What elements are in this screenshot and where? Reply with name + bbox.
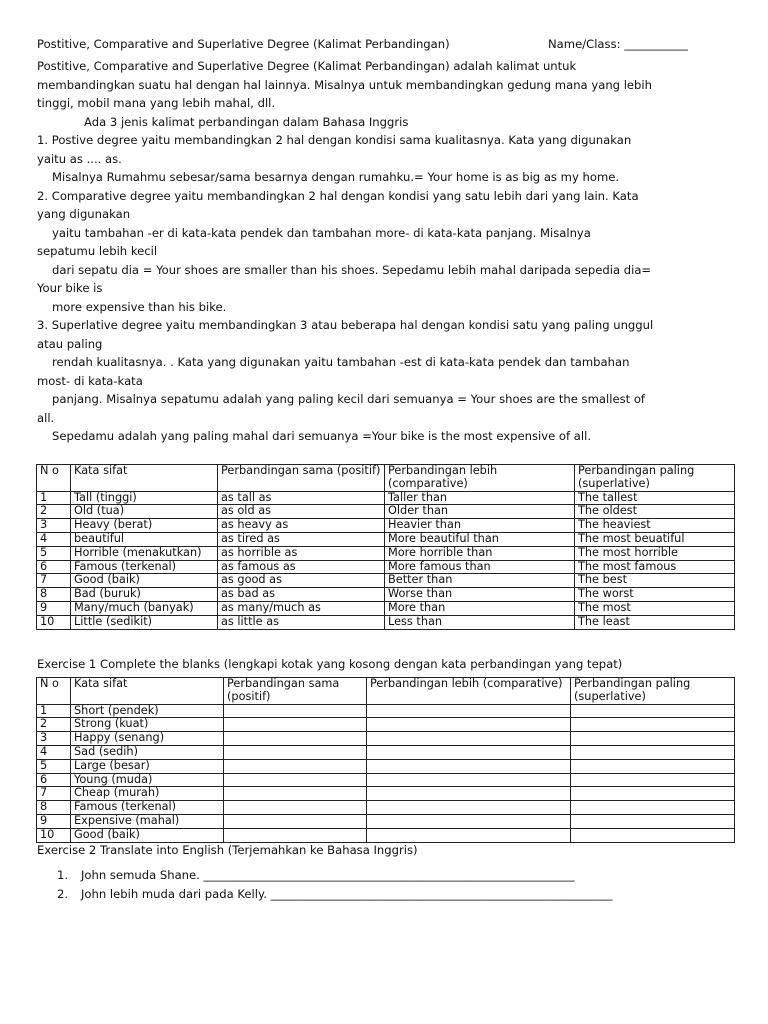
table-cell: as tired as — [218, 532, 385, 546]
table-cell: Heavy (berat) — [71, 519, 218, 533]
blank-answer-cell[interactable] — [367, 814, 571, 828]
table-cell: Many/much (banyak) — [71, 601, 218, 615]
header-cell: Perbandingan paling (superlative) — [571, 678, 735, 705]
table-row — [37, 491, 735, 505]
intro-line: dari sepatu dia = Your shoes are smaller than his shoes. Sepedamu lebih mahal daripada sepedia dia= — [52, 262, 652, 277]
table-cell: Better than — [385, 574, 575, 588]
blank-answer-cell[interactable] — [571, 732, 735, 746]
exercise2-item — [57, 866, 707, 885]
table-cell: The oldest — [575, 505, 735, 519]
table-row — [37, 615, 735, 629]
blank-answer-cell[interactable] — [571, 828, 735, 842]
row-number: 5 — [37, 759, 71, 773]
table-cell: Cheap (murah) — [71, 787, 224, 801]
table-cell: The least — [575, 615, 735, 629]
exercise2-list — [57, 866, 707, 904]
row-number: 3 — [37, 519, 71, 533]
blank-answer-cell[interactable] — [571, 814, 735, 828]
table-row — [37, 718, 735, 732]
table-row — [37, 773, 735, 787]
table-cell: Heavier than — [385, 519, 575, 533]
document-title: Postitive, Comparative and Superlative Degree (Kalimat Perbandingan) — [37, 37, 450, 51]
row-number: 1 — [37, 491, 71, 505]
blank-answer-cell[interactable] — [367, 828, 571, 842]
item-number: 2. — [57, 887, 69, 901]
table-row — [37, 588, 735, 602]
table-row — [37, 505, 735, 519]
row-number: 10 — [37, 828, 71, 842]
intro-line: 1. Postive degree yaitu membandingkan 2 hal dengan kondisi sama kualitasnya. Kata yang digunakan — [37, 133, 632, 147]
name-class-field: Name/Class: ___________ — [548, 37, 688, 51]
blank-answer-cell[interactable] — [367, 759, 571, 773]
table-cell: The best — [575, 574, 735, 588]
table-header-row — [37, 678, 735, 705]
blank-answer-cell[interactable] — [224, 718, 367, 732]
table-row — [37, 560, 735, 574]
row-number: 5 — [37, 546, 71, 560]
table-cell: More horrible than — [385, 546, 575, 560]
row-number: 9 — [37, 601, 71, 615]
blank-answer-cell[interactable] — [571, 801, 735, 815]
row-number: 8 — [37, 801, 71, 815]
exercise2-item — [57, 885, 707, 904]
table-cell: The most famous — [575, 560, 735, 574]
table-row — [37, 546, 735, 560]
intro-line: Postitive, Comparative and Superlative Degree (Kalimat Perbandingan) adalah kalimat untuk — [37, 59, 577, 73]
table-cell: Good (baik) — [71, 574, 218, 588]
blank-answer-cell[interactable] — [224, 759, 367, 773]
table-cell: Taller than — [385, 491, 575, 505]
row-number: 2 — [37, 505, 71, 519]
table-row — [37, 574, 735, 588]
degree-table — [36, 464, 735, 630]
table-cell: as little as — [218, 615, 385, 629]
blank-answer-cell[interactable] — [224, 828, 367, 842]
table-cell: as horrible as — [218, 546, 385, 560]
table-cell: beautiful — [71, 532, 218, 546]
table-cell: More beautiful than — [385, 532, 575, 546]
table-cell: More famous than — [385, 560, 575, 574]
table-cell: Sad (sedih) — [71, 745, 224, 759]
table-row — [37, 787, 735, 801]
table-cell: Large (besar) — [71, 759, 224, 773]
table-cell: The worst — [575, 588, 735, 602]
row-number: 8 — [37, 588, 71, 602]
header-cell: Kata sifat — [71, 678, 224, 705]
intro-line: membandingkan suatu hal dengan hal lainnya. Misalnya untuk membandingkan gedung mana yang lebih — [37, 77, 652, 92]
row-number: 2 — [37, 718, 71, 732]
row-number: 4 — [37, 532, 71, 546]
table-cell: Short (pendek) — [71, 704, 224, 718]
intro-text — [37, 57, 744, 446]
row-number: 7 — [37, 574, 71, 588]
table-cell: as heavy as — [218, 519, 385, 533]
table-cell: Worse than — [385, 588, 575, 602]
table-cell: Old (tua) — [71, 505, 218, 519]
blank-answer-cell[interactable] — [224, 732, 367, 746]
intro-line: yang digunakan — [37, 207, 131, 221]
blank-answer-cell[interactable] — [571, 745, 735, 759]
blank-answer-cell[interactable] — [367, 773, 571, 787]
row-number: 6 — [37, 773, 71, 787]
table-cell: Strong (kuat) — [71, 718, 224, 732]
intro-line: Your bike is — [37, 281, 103, 295]
table-cell: Bad (buruk) — [71, 588, 218, 602]
table-cell: The tallest — [575, 491, 735, 505]
row-number: 6 — [37, 560, 71, 574]
table-row — [37, 519, 735, 533]
intro-line: atau paling — [37, 336, 103, 351]
table-cell: Older than — [385, 505, 575, 519]
table-cell: as famous as — [218, 560, 385, 574]
blank-answer-cell[interactable] — [571, 704, 735, 718]
table-row — [37, 814, 735, 828]
intro-line: panjang. Misalnya sepatumu adalah yang paling kecil dari semuanya = Your shoes are the smallest of — [52, 392, 646, 406]
table-cell: Famous (terkenal) — [71, 560, 218, 574]
table-cell: as many/much as — [218, 601, 385, 615]
row-number: 1 — [37, 704, 71, 718]
intro-line: Ada 3 jenis kalimat perbandingan dalam Bahasa Inggris — [84, 114, 409, 129]
exercise1-table — [36, 677, 735, 843]
blank-answer-cell[interactable] — [571, 787, 735, 801]
header-cell: Perbandingan lebih (comparative) — [385, 465, 575, 492]
exercise1-title: Exercise 1 Complete the blanks (lengkapi kotak yang kosong dengan kata perbandingan yang tepat) — [37, 657, 623, 671]
blank-answer-cell[interactable] — [367, 745, 571, 759]
blank-answer-cell[interactable] — [367, 801, 571, 815]
intro-line: all. — [37, 410, 55, 425]
intro-line: rendah kualitasnya. . Kata yang digunakan yaitu tambahan -est di kata-kata pendek dan tambahan — [52, 355, 630, 369]
table-cell: Tall (tinggi) — [71, 491, 218, 505]
intro-line: Misalnya Rumahmu sebesar/sama besarnya dengan rumahku.= Your home is as big as my home. — [52, 170, 620, 184]
blank-answer-cell[interactable] — [224, 773, 367, 787]
blank-answer-cell[interactable] — [571, 773, 735, 787]
table-cell: Little (sedikit) — [71, 615, 218, 629]
row-number: 9 — [37, 814, 71, 828]
intro-line: tinggi, mobil mana yang lebih mahal, dll. — [37, 96, 276, 110]
item-text[interactable]: John semuda Shane. ________________________________________________________________ — [81, 868, 575, 882]
blank-answer-cell[interactable] — [571, 718, 735, 732]
table-row — [37, 601, 735, 615]
table-cell: as old as — [218, 505, 385, 519]
table-cell: The heaviest — [575, 519, 735, 533]
blank-answer-cell[interactable] — [571, 759, 735, 773]
intro-line: Sepedamu adalah yang paling mahal dari semuanya =Your bike is the most expensive of all. — [52, 429, 592, 443]
exercise2-title: Exercise 2 Translate into English (Terjemahkan ke Bahasa Inggris) — [37, 843, 418, 857]
header-cell: Kata sifat — [71, 465, 218, 492]
table-cell: The most beuatiful — [575, 532, 735, 546]
table-row — [37, 801, 735, 815]
table-cell: as bad as — [218, 588, 385, 602]
table-row — [37, 828, 735, 842]
table-cell: Good (baik) — [71, 828, 224, 842]
table-cell: Horrible (menakutkan) — [71, 546, 218, 560]
header-cell: Perbandingan sama (positif) — [218, 465, 385, 492]
header-cell: Perbandingan sama (positif) — [224, 678, 367, 705]
intro-line: sepatumu lebih kecil — [37, 244, 158, 258]
blank-answer-cell[interactable] — [224, 704, 367, 718]
table-cell: Less than — [385, 615, 575, 629]
table-cell: The most — [575, 601, 735, 615]
table-row — [37, 759, 735, 773]
row-number: 4 — [37, 745, 71, 759]
item-number: 1. — [57, 868, 69, 882]
blank-answer-cell[interactable] — [367, 704, 571, 718]
table-cell: as tall as — [218, 491, 385, 505]
row-number: 10 — [37, 615, 71, 629]
table-header-row — [37, 465, 735, 492]
header-cell: N o — [37, 678, 71, 705]
blank-answer-cell[interactable] — [367, 787, 571, 801]
intro-line: yaitu tambahan -er di kata-kata pendek dan tambahan more- di kata-kata panjang. Misalnya — [52, 225, 591, 240]
blank-answer-cell[interactable] — [224, 745, 367, 759]
blank-answer-cell[interactable] — [367, 732, 571, 746]
table-cell: as good as — [218, 574, 385, 588]
intro-line: most- di kata-kata — [37, 373, 143, 388]
table-row — [37, 745, 735, 759]
header-cell: N o — [37, 465, 71, 492]
table-cell: The most horrible — [575, 546, 735, 560]
header-cell: Perbandingan lebih (comparative) — [367, 678, 571, 705]
table-row — [37, 704, 735, 718]
blank-answer-cell[interactable] — [224, 787, 367, 801]
table-cell: Expensive (mahal) — [71, 814, 224, 828]
table-cell: Young (muda) — [71, 773, 224, 787]
table-cell: More than — [385, 601, 575, 615]
table-cell: Famous (terkenal) — [71, 801, 224, 815]
intro-line: more expensive than his bike. — [52, 299, 227, 314]
item-text[interactable]: John lebih muda dari pada Kelly. ___________________________________________________________ — [81, 887, 613, 901]
intro-line: 3. Superlative degree yaitu membandingkan 3 atau beberapa hal dengan kondisi satu yang paling unggul — [37, 318, 654, 332]
row-number: 7 — [37, 787, 71, 801]
intro-line: yaitu as .... as. — [37, 151, 122, 166]
blank-answer-cell[interactable] — [224, 801, 367, 815]
table-cell: Happy (senang) — [71, 732, 224, 746]
header-cell: Perbandingan paling (superlative) — [575, 465, 735, 492]
blank-answer-cell[interactable] — [367, 718, 571, 732]
table-row — [37, 732, 735, 746]
row-number: 3 — [37, 732, 71, 746]
table-row — [37, 532, 735, 546]
intro-line: 2. Comparative degree yaitu membandingkan 2 hal dengan kondisi yang satu lebih dari yang lain. Kata — [37, 188, 639, 203]
blank-answer-cell[interactable] — [224, 814, 367, 828]
